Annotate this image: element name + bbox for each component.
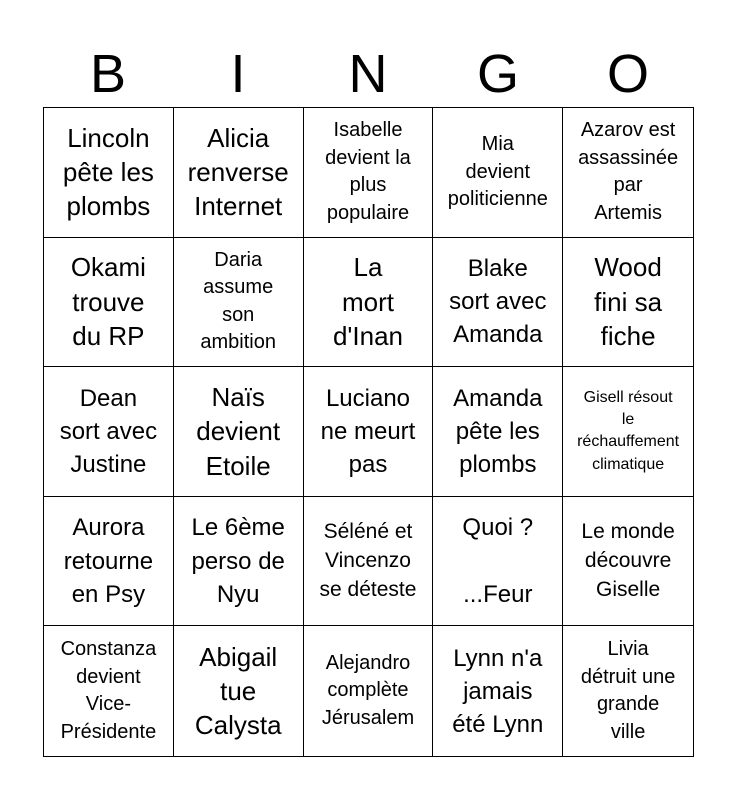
bingo-cell[interactable]: Constanza devient Vice- Présidente bbox=[44, 626, 174, 756]
header-letter-i: I bbox=[230, 44, 246, 104]
bingo-cell[interactable]: Abigail tue Calysta bbox=[174, 626, 304, 756]
bingo-cell[interactable]: Blake sort avec Amanda bbox=[433, 238, 563, 368]
bingo-cell[interactable]: Aurora retourne en Psy bbox=[44, 497, 174, 627]
bingo-cell[interactable]: Lynn n'a jamais été Lynn bbox=[433, 626, 563, 756]
header-letter-o: O bbox=[606, 44, 649, 104]
header-letter-g: G bbox=[476, 44, 519, 104]
bingo-cell[interactable]: Naïs devient Etoile bbox=[174, 367, 304, 497]
bingo-cell[interactable]: Séléné et Vincenzo se déteste bbox=[304, 497, 434, 627]
bingo-cell[interactable]: Gisell résout le réchauffement climatique bbox=[563, 367, 693, 497]
header-letter-n: N bbox=[348, 44, 388, 104]
bingo-cell[interactable]: Quoi ? ...Feur bbox=[433, 497, 563, 627]
bingo-cell[interactable]: Alejandro complète Jérusalem bbox=[304, 626, 434, 756]
bingo-cell[interactable]: Luciano ne meurt pas bbox=[304, 367, 434, 497]
bingo-cell[interactable]: Amanda pête les plombs bbox=[433, 367, 563, 497]
bingo-cell[interactable]: Isabelle devient la plus populaire bbox=[304, 108, 434, 238]
bingo-cell[interactable]: Le monde découvre Giselle bbox=[563, 497, 693, 627]
header-letter-b: B bbox=[89, 44, 127, 104]
bingo-cell[interactable]: Dean sort avec Justine bbox=[44, 367, 174, 497]
bingo-cell[interactable]: La mort d'Inan bbox=[304, 238, 434, 368]
bingo-cell[interactable]: Livia détruit une grande ville bbox=[580, 638, 676, 743]
bingo-grid bbox=[43, 107, 694, 757]
bingo-header bbox=[43, 40, 693, 108]
bingo-cell[interactable]: Azarov est assassinée par Artemis bbox=[563, 108, 693, 238]
bingo-cell[interactable]: Mia devient politicienne bbox=[433, 108, 563, 238]
bingo-cell[interactable]: Daria assume son ambition bbox=[174, 238, 304, 368]
bingo-cell[interactable]: Wood fini sa fiche bbox=[563, 238, 693, 368]
bingo-cell[interactable]: Okami trouve du RP bbox=[44, 238, 174, 368]
bingo-cell[interactable]: Alicia renverse Internet bbox=[174, 108, 304, 238]
bingo-cell[interactable]: Lincoln pête les plombs bbox=[44, 108, 174, 238]
bingo-cell[interactable]: Le 6ème perso de Nyu bbox=[174, 497, 304, 627]
